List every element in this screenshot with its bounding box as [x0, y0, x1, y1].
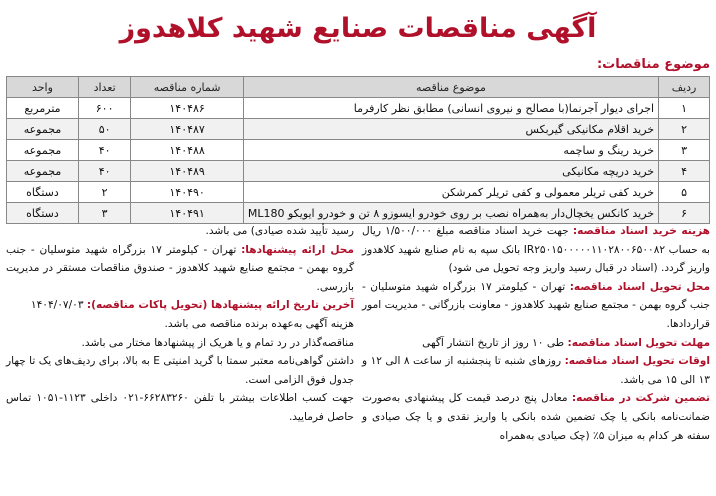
last-date-value: ۱۴۰۴/۰۷/۰۳: [30, 299, 84, 312]
cell-unit: مترمربع: [7, 98, 79, 119]
cell-tender-number: ۱۴۰۴۹۱: [131, 203, 244, 224]
header-quantity: تعداد: [78, 77, 130, 98]
guarantee-paragraph: [362, 389, 710, 445]
delivery-deadline-label: مهلت تحویل اسناد مناقصه:: [567, 336, 710, 349]
submit-place-text: تهران - کیلومتر ۱۷ بزرگراه شهید متوسلیان - جنب گروه بهمن - مجتمع صنایع شهید کلاهدوز - صندوق مناقصات مستقر در مدیریت بازرسی.: [6, 243, 354, 293]
cell-row-number: ۴: [659, 161, 710, 182]
cell-quantity: ۲: [78, 182, 130, 203]
submit-place-paragraph: [6, 241, 354, 297]
cell-tender-number: ۱۴۰۴۸۹: [131, 161, 244, 182]
header-unit: واحد: [7, 77, 79, 98]
cell-tender-number: ۱۴۰۴۸۶: [131, 98, 244, 119]
cell-unit: دستگاه: [7, 182, 79, 203]
guarantee-continuation: رسید تأیید شده صیادی) می باشد.: [205, 225, 354, 237]
header-tender-number: شماره مناقصه: [131, 77, 244, 98]
purchase-cost-text: جهت خرید اسناد مناقصه مبلغ ۱/۵۰۰/۰۰۰ ریال به حساب IR۲۵۰۱۵۰۰۰۰۰۱۱۰۲۸۰۰۶۵۰۰۸۲ بانک سپه به نام صنایع شهید کلاهدوز واریز گردد. (اسناد در قبال رسید واریز وجه تحویل می شود): [362, 225, 710, 275]
table-row: [7, 203, 710, 224]
page-title: آگهی مناقصات صنایع شهید کلاهدوز: [119, 13, 597, 44]
cell-subject: خرید کفی تریلر معمولی و کفی تریلر کمرشکن: [243, 182, 658, 203]
cell-subject: خرید اقلام مکانیکی گیربکس: [243, 119, 658, 140]
delivery-place-label: محل تحویل اسناد مناقصه:: [569, 280, 711, 293]
cell-unit: مجموعه: [7, 140, 79, 161]
cell-quantity: ۶۰۰: [78, 98, 130, 119]
cell-quantity: ۴۰: [78, 140, 130, 161]
table-row: [7, 161, 710, 182]
delivery-hours-text: روزهای شنبه تا پنجشنبه از ساعت ۸ الی ۱۲ و ۱۳ الی ۱۵ می باشد.: [362, 355, 710, 386]
cell-row-number: ۶: [659, 203, 710, 224]
table-row: [7, 119, 710, 140]
cell-tender-number: ۱۴۰۴۸۸: [131, 140, 244, 161]
table-row: [7, 98, 710, 119]
cell-row-number: ۲: [659, 119, 710, 140]
delivery-place-paragraph: [362, 278, 710, 334]
certificate-text: داشتن گواهی‌نامه معتبر سمتا با گرید امنیتی E به بالا، برای ردیف‌های یک تا چهار جدول فوق الزامی است.: [6, 355, 354, 386]
cell-quantity: ۳: [78, 203, 130, 224]
guarantee-text: معادل پنج درصد قیمت کل پیشنهادی به‌صورت ضمانت‌نامه بانکی یا چک تضمین شده بانکی یا واریز نقدی و یا چک صیادی و سفته هر کدام به میزان ۵٪ (چک صیادی به‌همراه: [362, 392, 710, 442]
header-row-number: ردیف: [659, 77, 710, 98]
cell-subject: خرید کانکس یخچال‌دار به‌همراه نصب بر روی خودرو ایسوزو ۸ تن و خودرو ایویکو ML180: [243, 203, 658, 224]
ad-cost-text: هزینه آگهی به‌عهده برنده مناقصه می باشد.: [164, 317, 354, 330]
cell-tender-number: ۱۴۰۴۸۷: [131, 119, 244, 140]
conditions-right-column: [362, 222, 710, 445]
section-label: موضوع مناقصات:: [596, 57, 710, 72]
cell-subject: خرید دریچه مکانیکی: [243, 161, 658, 182]
cell-unit: مجموعه: [7, 119, 79, 140]
tender-table: [6, 76, 710, 224]
table-row: [7, 140, 710, 161]
delivery-place-text: تهران - کیلومتر ۱۷ بزرگراه شهید متوسلیان - جنب گروه بهمن - مجتمع صنایع شهید کلاهدوز - معاونت بازرگانی - مدیریت امور قراردادها.: [362, 280, 710, 330]
purchase-cost-paragraph: [362, 222, 710, 278]
delivery-hours-paragraph: [362, 352, 710, 389]
cell-row-number: ۳: [659, 140, 710, 161]
purchase-cost-label: هزینه خرید اسناد مناقصه:: [572, 225, 710, 237]
cell-tender-number: ۱۴۰۴۹۰: [131, 182, 244, 203]
submit-place-label: محل ارائه پیشنهادها:: [241, 243, 354, 256]
table-row: [7, 182, 710, 203]
guarantee-label: تضمین شرکت در مناقصه:: [571, 392, 710, 405]
delivery-hours-label: اوقات تحویل اسناد مناقصه:: [564, 355, 710, 368]
cell-row-number: ۵: [659, 182, 710, 203]
cell-subject: خرید رینگ و ساچمه: [243, 140, 658, 161]
cell-quantity: ۵۰: [78, 119, 130, 140]
last-date-paragraph: [6, 296, 354, 315]
header-subject: موضوع مناقصه: [243, 77, 658, 98]
delivery-deadline-paragraph: [362, 334, 710, 353]
delivery-deadline-text: طی ۱۰ روز از تاریخ انتشار آگهی: [422, 336, 565, 349]
cell-unit: مجموعه: [7, 161, 79, 182]
cell-unit: دستگاه: [7, 203, 79, 224]
conditions-left-column: [6, 222, 354, 427]
cell-quantity: ۴۰: [78, 161, 130, 182]
cell-subject: اجرای دیوار آجرنما(با مصالح و نیروی انسانی) مطابق نظر کارفرما: [243, 98, 658, 119]
table-header-row: [7, 77, 710, 98]
contact-text: جهت کسب اطلاعات بیشتر با تلفن ۶۶۲۸۳۲۶۰-۰۲۱ داخلی ۱۱۲۳-۱۰۵۱ تماس حاصل فرمایید.: [6, 392, 354, 423]
rejection-text: مناقصه‌گذار در رد تمام و یا هریک از پیشنهادها مختار می باشد.: [81, 336, 354, 349]
last-date-label: آخرین تاریخ ارائه پیشنهادها (تحویل پاکات مناقصه):: [86, 299, 354, 312]
cell-row-number: ۱: [659, 98, 710, 119]
